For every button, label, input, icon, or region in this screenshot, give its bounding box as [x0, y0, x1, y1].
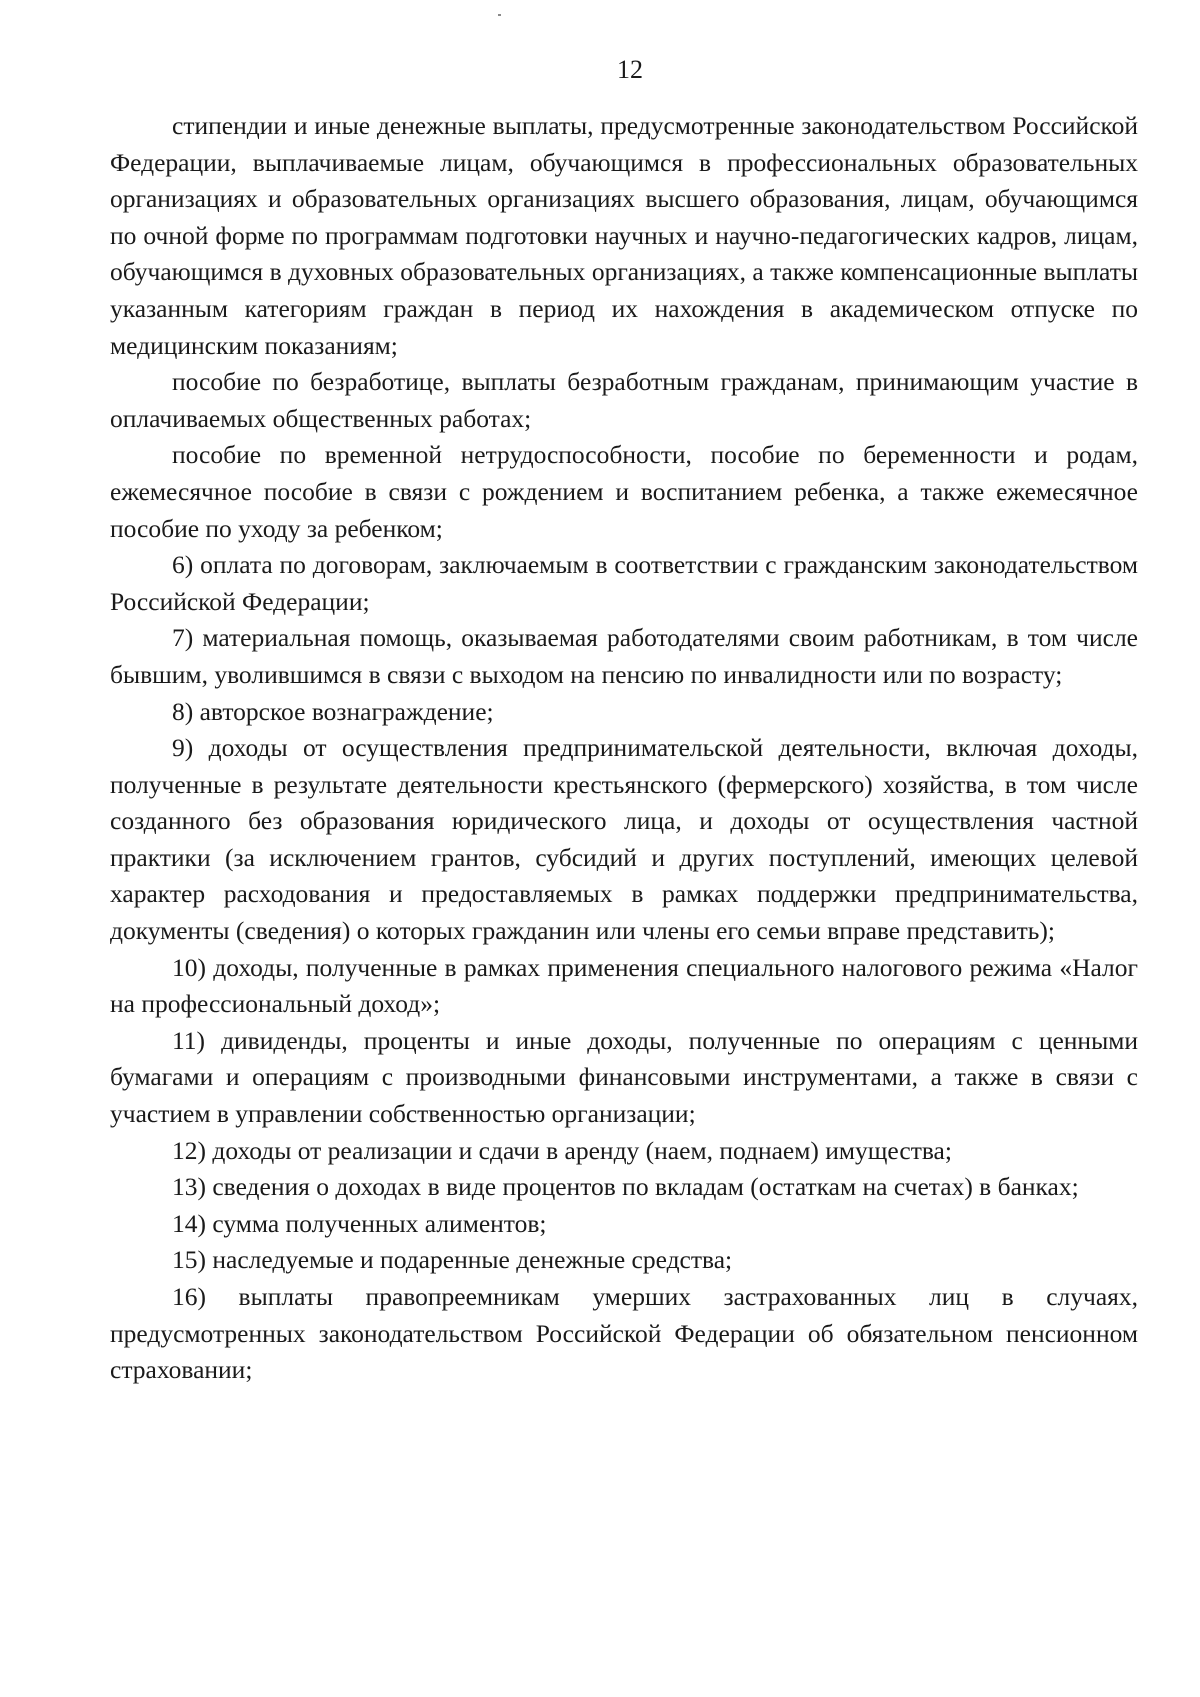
list-item-10: 10) доходы, полученные в рамках применения специального налогового режима «Налог на профессиональный доход»;: [110, 952, 1138, 1019]
list-item-8: 8) авторское вознаграждение;: [172, 696, 494, 726]
list-item-9: 9) доходы от осуществления предпринимательской деятельности, включая доходы, полученные в результате деятельности крестьянского (фермерского) хозяйства, в том числе созданного без образования юридического лица, и доходы от осуществления частной практики (за исключением грантов, субсидий и других поступлений, имеющих целевой характер расходования и предоставляемых в рамках поддержки предпринимательства, документы (сведения) о которых гражданин или члены его семьи вправе представить);: [110, 733, 1138, 946]
scan-artifact-dot: [498, 14, 501, 16]
page-number: 12: [617, 55, 643, 84]
paragraph-stipends: стипендии и иные денежные выплаты, предусмотренные законодательством Российской Федерации, выплачиваемые лицам, обучающимся в профессиональных образовательных организациях и образовательных организациях высшего образования, лицам, обучающимся по очной форме по программам подготовки научных и научно-педагогических кадров, лицам, обучающимся в духовных образовательных организациях, а также компенсационные выплаты указанным категориям граждан в период их нахождения в академическом отпуске по медицинским показаниям;: [110, 111, 1138, 360]
list-item-16: 16) выплаты правопреемникам умерших застрахованных лиц в случаях, предусмотренных законодательством Российской Федерации об обязательном пенсионном страховании;: [110, 1282, 1138, 1385]
list-item-11: 11) дивиденды, проценты и иные доходы, полученные по операциям с ценными бумагами и операциям с производными финансовыми инструментами, а также в связи с участием в управлении собственностью организации;: [110, 1025, 1138, 1129]
list-item-12: 12) доходы от реализации и сдачи в аренду (наем, поднаем) имущества;: [172, 1135, 952, 1165]
paragraph-unemployment-benefit: пособие по безработице, выплаты безработным гражданам, принимающим участие в оплачиваемых общественных работах;: [110, 367, 1138, 433]
list-item-14: 14) сумма полученных алиментов;: [172, 1208, 547, 1238]
list-item-6: 6) оплата по договорам, заключаемым в соответствии с гражданским законодательством Российской Федерации;: [110, 550, 1138, 616]
list-item-15: 15) наследуемые и подаренные денежные средства;: [172, 1245, 733, 1275]
document-body: [110, 108, 1138, 1389]
list-item-13: 13) сведения о доходах в виде процентов по вкладам (остаткам на счетах) в банках;: [172, 1172, 1079, 1202]
paragraph-disability-maternity-benefit: пособие по временной нетрудоспособности, пособие по беременности и родам, ежемесячное пособие в связи с рождением и воспитанием ребенка, а также ежемесячное пособие по уходу за ребенком;: [110, 440, 1138, 543]
list-item-7: 7) материальная помощь, оказываемая работодателями своим работникам, в том числе бывшим, уволившимся в связи с выходом на пенсию по инвалидности или по возрасту;: [110, 623, 1138, 689]
